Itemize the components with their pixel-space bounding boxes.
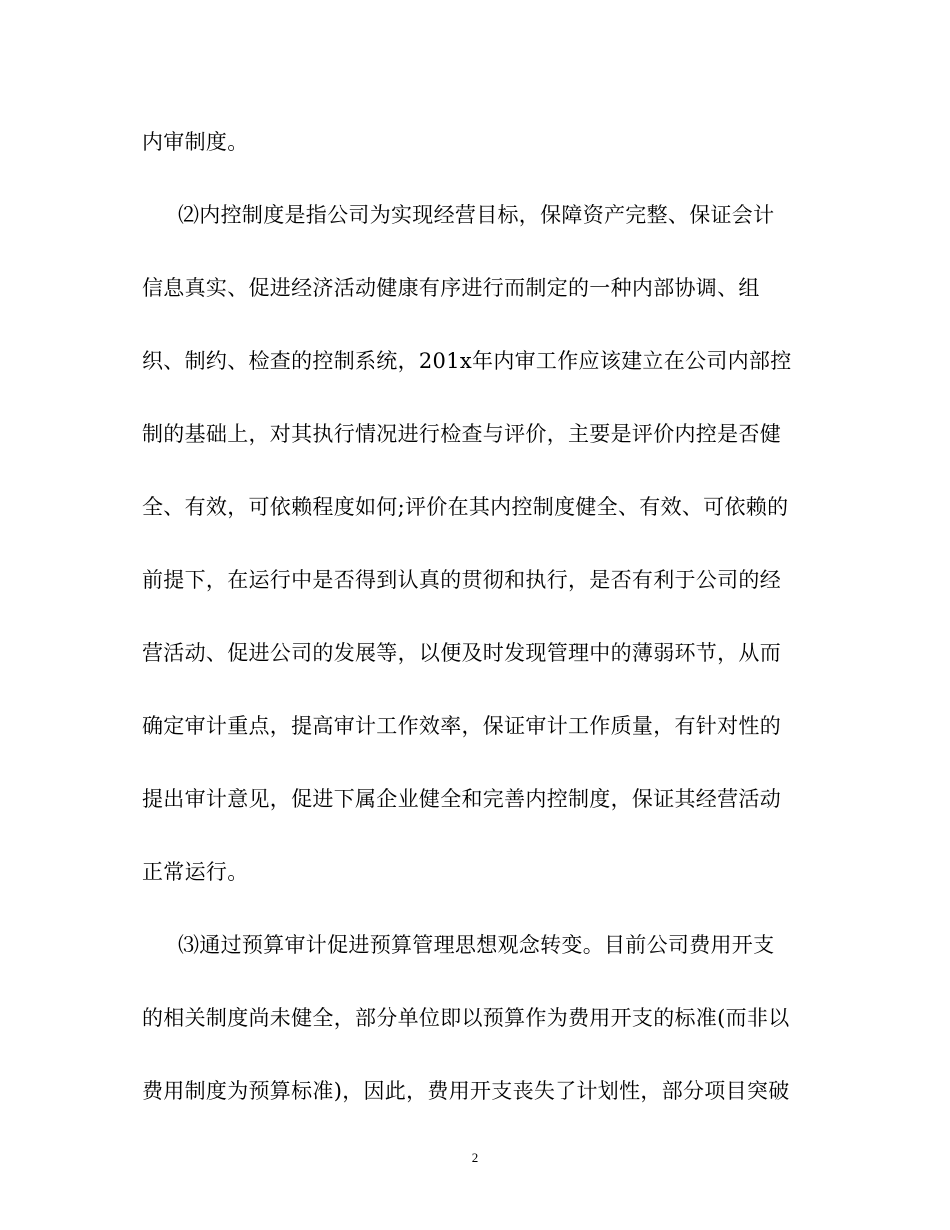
text-line: 全、有效，可依赖程度如何;评价在其内控制度健全、有效、可依赖的 <box>142 495 789 519</box>
paragraph-2-first-line: ⑵内控制度是指公司为实现经营目标，保障资产完整、保证会计 <box>178 203 775 227</box>
text-line: 确定审计重点，提高审计工作效率，保证审计工作质量，有针对性的 <box>142 714 781 738</box>
text-line: 制的基础上，对其执行情况进行检查与评价，主要是评价内控是否健 <box>142 422 781 446</box>
text-line: 织、制约、检查的控制系统，201x年内审工作应该建立在公司内部控 <box>142 349 792 373</box>
text-line: 营活动、促进公司的发展等，以便及时发现管理中的薄弱环节，从而 <box>142 641 781 665</box>
text-line: 费用制度为预算标准)，因此，费用开支丧失了计划性，部分项目突破 <box>142 1079 790 1103</box>
text-line: 信息真实、促进经济活动健康有序进行而制定的一种内部协调、组 <box>142 276 760 300</box>
text-line: 正常运行。 <box>142 860 249 884</box>
text-line: 内审制度。 <box>142 130 249 154</box>
text-line: 的相关制度尚未健全，部分单位即以预算作为费用开支的标准(而非以 <box>142 1006 790 1030</box>
page-number: 2 <box>471 1150 479 1165</box>
paragraph-3-first-line: ⑶通过预算审计促进预算管理思想观念转变。目前公司费用开支 <box>178 933 775 957</box>
text-line: 提出审计意见，促进下属企业健全和完善内控制度，保证其经营活动 <box>142 787 781 811</box>
text-line: 前提下，在运行中是否得到认真的贯彻和执行，是否有利于公司的经 <box>142 568 781 592</box>
